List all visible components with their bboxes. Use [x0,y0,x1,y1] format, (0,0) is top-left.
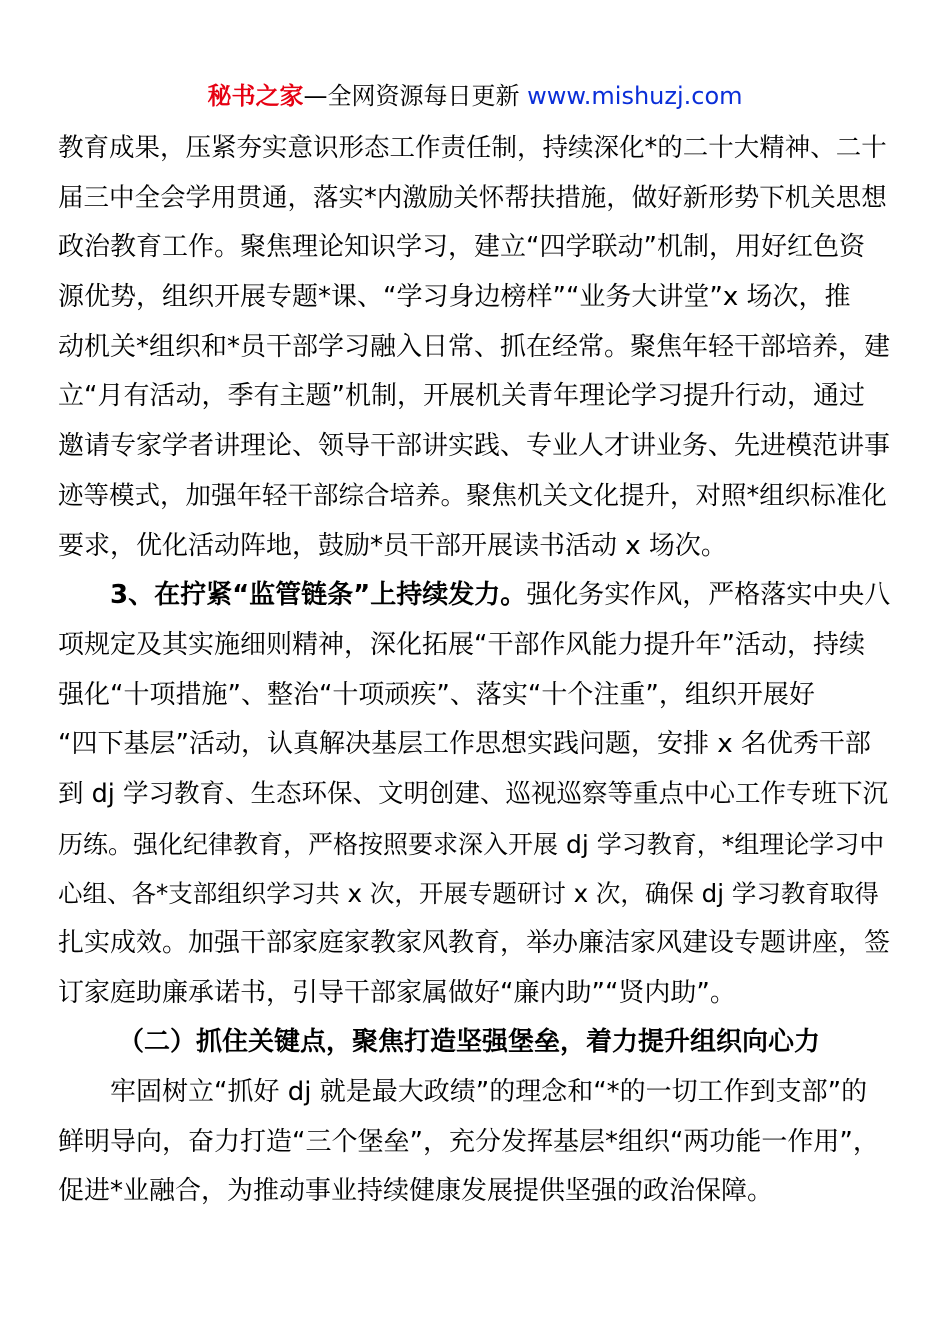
paragraph-3-heading: 3、在拧紧“监管链条”上持续发力。 [110,580,527,611]
text-line: 迹等模式，加强年轻干部综合培养。聚焦机关文化提升，对照*组织标准化 [58,480,887,511]
text-line: 项规定及其实施细则精神，深化拓展“干部作风能力提升年”活动，持续 [58,629,865,660]
paragraph-3 [58,571,892,1018]
site-url-link[interactable]: www.mishuzj.com [527,82,743,110]
text-line: 立“月有活动，季有主题”机制，开展机关青年理论学习提升行动，通过 [58,381,865,412]
text-line: 要求，优化活动阵地，鼓励*员干部开展读书活动 x 场次。 [58,530,727,561]
text-line: 动机关*组织和*员干部学习融入日常、抓在经常。聚焦年轻干部培养，建 [58,331,891,362]
text-line: 订家庭助廉承诺书，引导干部家属做好“廉内助”“贤内助”。 [58,977,736,1008]
section-heading: （二）抓住关键点，聚焦打造坚强堡垒，着力提升组织向心力 [118,1027,821,1058]
text-line: 牢固树立“抓好 dj 就是最大政绩”的理念和“*的一切工作到支部”的 [110,1077,868,1108]
text-line: 届三中全会学用贯通，落实*内激励关怀帮扶措施，做好新形势下机关思想 [58,182,887,213]
text-line: 心组、各*支部组织学习共 x 次，开展专题研讨 x 次，确保 dj 学习教育取得 [58,879,879,909]
text-line: 强化“十项措施”、整治“十项顽疾”、落实“十个注重”，组织开展好 [58,679,815,710]
text-line: 到 dj 学习教育、生态环保、文明创建、巡视巡察等重点中心工作专班下沉 [58,778,888,809]
document-body [58,124,892,1217]
section-2-paragraph [58,1068,892,1217]
text-line: 扎实成效。加强干部家庭家教家风教育，举办廉洁家风建设专题讲座，签 [58,928,891,958]
text-line: 历练。强化纪律教育，严格按照要求深入开展 dj 学习教育，*组理论学习中 [58,829,885,859]
site-tagline: —全网资源每日更新 [303,82,520,110]
site-header [0,80,950,112]
text-line: “四下基层”活动，认真解决基层工作思想实践问题，安排 x 名优秀干部 [58,729,871,760]
site-brand: 秘书之家 [207,82,304,110]
text-line: 教育成果，压紧夯实意识形态工作责任制，持续深化*的二十大精神、二十 [58,133,887,163]
text-line: 邀请专家学者讲理论、领导干部讲实践、专业人才讲业务、先进模范讲事 [58,431,891,462]
text-line: 政治教育工作。聚焦理论知识学习，建立“四学联动”机制，用好红色资 [58,232,865,263]
text-line [58,571,892,621]
text-line: 源优势，组织开展专题*课、“学习身边榜样”“业务大讲堂”x 场次，推 [58,282,851,313]
text-line: 促进*业融合，为推动事业持续健康发展提供坚强的政治保障。 [58,1176,774,1207]
text-line: 鲜明导向，奋力打造“三个堡垒”，充分发挥基层*组织“两功能一作用”， [58,1126,879,1157]
paragraph-3-text: 强化务实作风，严格落实中央八 [526,580,891,611]
paragraph-continuation [58,124,892,571]
